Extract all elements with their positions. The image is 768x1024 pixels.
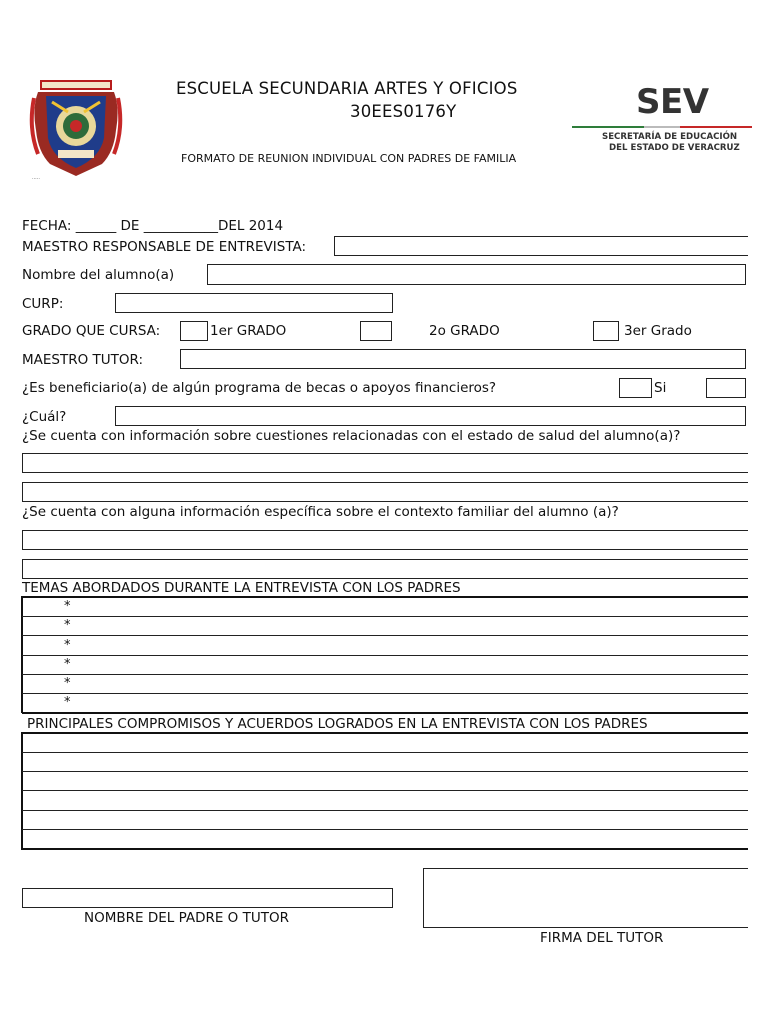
compromisos-table-top (22, 732, 748, 734)
sev-logo-text: SEV (636, 82, 709, 122)
compromisos-table-bottom (22, 848, 748, 850)
beneficiario-si-checkbox[interactable] (619, 378, 652, 398)
temas-bullet[interactable]: * (64, 657, 71, 672)
compromisos-row-line[interactable] (22, 810, 748, 811)
sev-logo (572, 82, 752, 162)
sev-line1: SECRETARÍA DE EDUCACIÓN (602, 132, 738, 142)
temas-row-divider (22, 655, 748, 656)
maestro-responsable-field[interactable] (334, 236, 748, 256)
contexto-answer-field-1[interactable] (22, 530, 748, 550)
temas-bullet[interactable]: * (64, 618, 71, 633)
form-title: FORMATO DE REUNION INDIVIDUAL CON PADRES DE FAMILIA (181, 152, 517, 165)
compromisos-row-line[interactable] (22, 829, 748, 830)
compromisos-heading: PRINCIPALES COMPROMISOS Y ACUERDOS LOGRADOS EN LA ENTREVISTA CON LOS PADRES (27, 716, 648, 732)
salud-answer-field-2[interactable] (22, 482, 748, 502)
firma-tutor-box[interactable] (423, 868, 748, 928)
temas-bullet[interactable]: * (64, 599, 71, 614)
sev-line2: DEL ESTADO DE VERACRUZ (609, 143, 740, 153)
temas-bullet[interactable]: * (64, 676, 71, 691)
beneficiario-si-label: Si (654, 380, 667, 396)
compromisos-row-line[interactable] (22, 790, 748, 791)
maestro-tutor-field[interactable] (180, 349, 746, 369)
temas-bullet[interactable]: * (64, 638, 71, 653)
compromisos-table-left (21, 732, 23, 850)
compromisos-row-line[interactable] (22, 752, 748, 753)
temas-heading: TEMAS ABORDADOS DURANTE LA ENTREVISTA CON LOS PADRES (22, 580, 461, 596)
beneficiario-no-checkbox[interactable] (706, 378, 746, 398)
temas-table-top (22, 596, 748, 598)
grado-1-label: 1er GRADO (210, 323, 287, 339)
curp-field[interactable] (115, 293, 393, 313)
contexto-question: ¿Se cuenta con alguna información específica sobre el contexto familiar del alumno (a)? (22, 504, 619, 520)
school-name: ESCUELA SECUNDARIA ARTES Y OFICIOS (176, 79, 518, 98)
curp-label: CURP: (22, 296, 64, 312)
school-crest-icon (28, 78, 124, 182)
compromisos-row-line[interactable] (22, 771, 748, 772)
grado-3-label: 3er Grado (624, 323, 692, 339)
grado-1-checkbox[interactable] (180, 321, 208, 341)
grado-2-checkbox[interactable] (360, 321, 392, 341)
nombre-padre-label: NOMBRE DEL PADRE O TUTOR (84, 910, 289, 926)
grado-label: GRADO QUE CURSA: (22, 323, 161, 339)
sev-divider (572, 126, 752, 128)
cual-field[interactable] (115, 406, 746, 426)
salud-answer-field-1[interactable] (22, 453, 748, 473)
grado-2-label: 2o GRADO (429, 323, 500, 339)
temas-row-divider (22, 616, 748, 617)
salud-question: ¿Se cuenta con información sobre cuestiones relacionadas con el estado de salud del alumno(a)? (22, 428, 681, 444)
temas-bullet[interactable]: * (64, 695, 71, 710)
nombre-padre-field[interactable] (22, 888, 393, 908)
nombre-alumno-label: Nombre del alumno(a) (22, 267, 175, 283)
svg-text:·····: ····· (32, 176, 40, 182)
temas-row-divider (22, 674, 748, 675)
temas-row-divider (22, 635, 748, 636)
maestro-responsable-label: MAESTRO RESPONSABLE DE ENTREVISTA: (22, 239, 307, 255)
nombre-alumno-field[interactable] (207, 264, 746, 285)
firma-tutor-label: FIRMA DEL TUTOR (540, 930, 664, 946)
temas-row-divider (22, 693, 748, 694)
school-code: 30EES0176Y (350, 102, 457, 121)
contexto-answer-field-2[interactable] (22, 559, 748, 579)
grado-3-checkbox[interactable] (593, 321, 619, 341)
maestro-tutor-label: MAESTRO TUTOR: (22, 352, 144, 368)
fecha-label: FECHA: ______ DE ___________DEL 2014 (22, 218, 284, 234)
cual-label: ¿Cuál? (22, 409, 67, 425)
temas-table-bottom (22, 712, 748, 714)
beneficiario-question: ¿Es beneficiario(a) de algún programa de becas o apoyos financieros? (22, 380, 497, 396)
